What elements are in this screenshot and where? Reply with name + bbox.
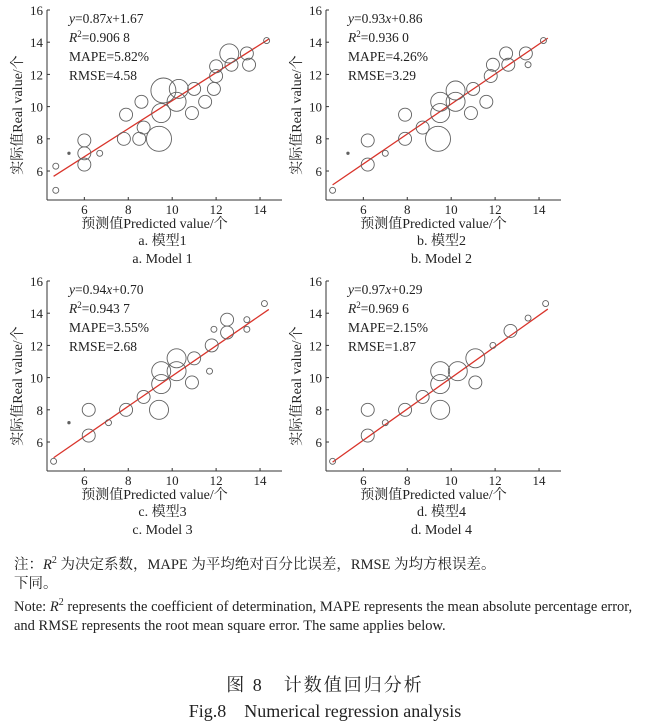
data-point: [448, 362, 467, 381]
data-point: [167, 349, 186, 368]
data-point: [361, 403, 374, 416]
eq-slope: =0.97: [354, 282, 386, 297]
y-tick-label: 14: [309, 35, 322, 51]
x-tick-label: 10: [165, 202, 179, 217]
equation-label: [67, 11, 144, 26]
rmse-label: RMSE=2.68: [69, 339, 138, 354]
data-point: [243, 58, 256, 71]
y-tick-label: 12: [309, 338, 322, 354]
r2-sup: 2: [77, 300, 82, 310]
data-point: [120, 108, 133, 121]
r2-label: [68, 300, 130, 316]
note-en-body: represents the coefficient of determination, MAPE represents the mean absolute percentage error, and RMSE represents the root mean square error. The same applies below.: [14, 599, 633, 634]
r2-r: R: [348, 301, 357, 316]
data-point: [525, 62, 531, 68]
data-point: [500, 47, 513, 60]
r2-sup: 2: [356, 29, 361, 39]
data-point: [120, 403, 133, 416]
note-en-prefix: Note:: [14, 599, 50, 615]
data-point: [78, 134, 91, 147]
eq-slope: =0.93: [354, 11, 386, 26]
rmse-label: RMSE=1.87: [348, 339, 417, 354]
mape-label: MAPE=3.55%: [69, 320, 149, 335]
y-tick-label: 10: [30, 99, 43, 115]
y-tick-label: 16: [309, 274, 322, 289]
r2-r: R: [69, 301, 78, 316]
data-point: [82, 429, 95, 442]
panel-caption-en: d. Model 4: [410, 523, 473, 538]
eq-y: y: [348, 11, 354, 26]
data-point: [347, 152, 349, 154]
eq-x: x: [106, 11, 113, 26]
y-axis-title: 实际值Real value/个: [290, 326, 305, 446]
panel-3: [9, 274, 282, 538]
panel-caption-cn: b. 模型2: [417, 234, 466, 249]
y-tick-label: 16: [309, 3, 322, 18]
data-point: [150, 400, 169, 419]
eq-slope: =0.94: [75, 282, 107, 297]
equation-label: [346, 11, 423, 26]
data-point: [426, 126, 451, 151]
note-cn-line2: 下同。: [14, 576, 58, 592]
x-tick-label: 6: [81, 473, 88, 488]
x-tick-label: 14: [253, 202, 267, 217]
data-point: [53, 187, 59, 193]
data-point: [466, 349, 485, 368]
data-point: [185, 376, 198, 389]
data-point: [330, 187, 336, 193]
y-tick-label: 10: [309, 99, 322, 115]
figure-title-en: Fig.8 Numerical regression analysis: [188, 701, 462, 721]
r2-value: =0.943 7: [81, 301, 130, 316]
note-cn: [14, 556, 636, 594]
note-cn-r-symbol: R: [43, 557, 52, 573]
eq-intercept: +0.29: [391, 282, 423, 297]
x-tick-label: 10: [444, 473, 458, 488]
panel-caption-cn: c. 模型3: [138, 505, 187, 520]
eq-intercept: +1.67: [112, 11, 144, 26]
equation-label: [346, 282, 423, 297]
data-point: [147, 126, 172, 151]
y-tick-label: 8: [315, 131, 322, 147]
x-tick-label: 6: [81, 202, 88, 217]
mape-label: MAPE=2.15%: [348, 320, 428, 335]
data-point: [82, 403, 95, 416]
data-point: [382, 150, 388, 156]
data-point: [480, 95, 493, 108]
y-tick-label: 8: [315, 402, 322, 418]
panel-1: [9, 3, 282, 267]
data-point: [169, 79, 188, 98]
data-point: [399, 108, 412, 121]
r2-label: [347, 29, 409, 45]
data-point: [152, 362, 171, 381]
panel-4: [288, 274, 561, 538]
data-point: [361, 134, 374, 147]
x-tick-label: 10: [444, 202, 458, 217]
r2-value: =0.936 0: [360, 30, 409, 45]
x-tick-label: 8: [404, 202, 411, 217]
eq-y: y: [69, 282, 75, 297]
r2-label: [68, 29, 130, 45]
panel-2: [288, 3, 561, 267]
y-tick-label: 12: [30, 338, 43, 354]
eq-slope: =0.87: [75, 11, 107, 26]
x-tick-label: 14: [532, 473, 546, 488]
panel-caption-en: b. Model 2: [410, 252, 473, 267]
data-point: [221, 326, 234, 339]
r2-r: R: [69, 30, 78, 45]
rmse-label: RMSE=3.29: [348, 68, 417, 83]
x-tick-label: 12: [209, 473, 223, 488]
x-tick-label: 8: [125, 202, 132, 217]
data-point: [486, 58, 499, 71]
y-tick-label: 10: [309, 370, 322, 386]
eq-x: x: [106, 282, 113, 297]
data-point: [117, 132, 130, 145]
mape-label: MAPE=4.26%: [348, 49, 428, 64]
x-tick-label: 6: [360, 202, 367, 217]
y-tick-label: 14: [30, 35, 43, 51]
data-point: [431, 362, 450, 381]
panel-caption-en: a. Model 1: [132, 252, 193, 267]
y-tick-label: 6: [36, 435, 43, 451]
y-tick-label: 8: [36, 402, 43, 418]
data-point: [525, 315, 531, 321]
x-tick-label: 6: [360, 473, 367, 488]
y-axis-title: 实际值Real value/个: [11, 55, 26, 175]
eq-x: x: [385, 11, 392, 26]
data-point: [135, 95, 148, 108]
data-point: [68, 421, 70, 423]
y-tick-label: 16: [30, 274, 43, 289]
data-point: [68, 152, 70, 154]
x-tick-label: 12: [488, 202, 502, 217]
note-en-r-symbol: R: [49, 599, 59, 615]
r2-value: =0.969 6: [360, 301, 409, 316]
x-axis-title: 预测值Predicted value/个: [360, 488, 507, 503]
data-point: [469, 376, 482, 389]
data-point: [446, 81, 465, 100]
equation-label: [67, 282, 144, 297]
y-axis-title: 实际值Real value/个: [290, 55, 305, 175]
data-point: [221, 313, 234, 326]
panel-caption-cn: a. 模型1: [138, 234, 187, 249]
y-tick-label: 12: [309, 67, 322, 83]
x-axis-title: 预测值Predicted value/个: [81, 488, 228, 503]
eq-x: x: [385, 282, 392, 297]
data-point: [137, 390, 150, 403]
mape-label: MAPE=5.82%: [69, 49, 149, 64]
r2-r: R: [348, 30, 357, 45]
x-axis-title: 预测值Predicted value/个: [360, 217, 507, 232]
x-tick-label: 12: [488, 473, 502, 488]
data-point: [207, 82, 220, 95]
note-en-r-sup: 2: [58, 597, 64, 609]
data-point: [244, 317, 250, 323]
data-point: [431, 400, 450, 419]
eq-y: y: [348, 282, 354, 297]
y-tick-label: 14: [30, 306, 43, 322]
y-tick-label: 16: [30, 3, 43, 18]
r2-sup: 2: [77, 29, 82, 39]
data-point: [97, 150, 103, 156]
r2-label: [347, 300, 409, 316]
data-point: [211, 326, 217, 332]
x-tick-label: 12: [209, 202, 223, 217]
panel-caption-en: c. Model 3: [132, 523, 193, 538]
y-axis-title: 实际值Real value/个: [11, 326, 26, 446]
y-tick-label: 6: [315, 164, 322, 180]
note-cn-body: 为决定系数，MAPE 为平均绝对百分比误差，RMSE 为均方根误差。: [56, 557, 496, 573]
note-cn-r-sup: 2: [51, 555, 57, 567]
y-tick-label: 14: [309, 306, 322, 322]
x-tick-label: 10: [165, 473, 179, 488]
data-point: [361, 429, 374, 442]
y-tick-label: 8: [36, 131, 43, 147]
data-point: [207, 368, 213, 374]
y-tick-label: 12: [30, 67, 43, 83]
data-point: [185, 107, 198, 120]
data-point: [51, 458, 57, 464]
panel-caption-cn: d. 模型4: [417, 505, 466, 520]
eq-intercept: +0.86: [391, 11, 423, 26]
rmse-label: RMSE=4.58: [69, 68, 138, 83]
y-tick-label: 10: [30, 370, 43, 386]
eq-intercept: +0.70: [112, 282, 144, 297]
eq-y: y: [69, 11, 75, 26]
data-point: [244, 326, 250, 332]
data-point: [225, 58, 238, 71]
r2-sup: 2: [356, 300, 361, 310]
data-point: [543, 301, 549, 307]
data-point: [53, 163, 59, 169]
x-tick-label: 14: [532, 202, 546, 217]
data-point: [416, 390, 429, 403]
data-point: [199, 95, 212, 108]
y-tick-label: 6: [315, 435, 322, 451]
figure-title-cn: 图 8 计数值回归分析: [226, 675, 424, 695]
data-point: [261, 301, 267, 307]
x-tick-label: 8: [404, 473, 411, 488]
r2-value: =0.906 8: [81, 30, 130, 45]
data-point: [464, 107, 477, 120]
note-en: [14, 598, 636, 636]
x-tick-label: 8: [125, 473, 132, 488]
x-tick-label: 14: [253, 473, 267, 488]
y-tick-label: 6: [36, 164, 43, 180]
data-point: [484, 70, 497, 83]
x-axis-title: 预测值Predicted value/个: [81, 217, 228, 232]
note-cn-prefix: 注：: [14, 557, 43, 573]
